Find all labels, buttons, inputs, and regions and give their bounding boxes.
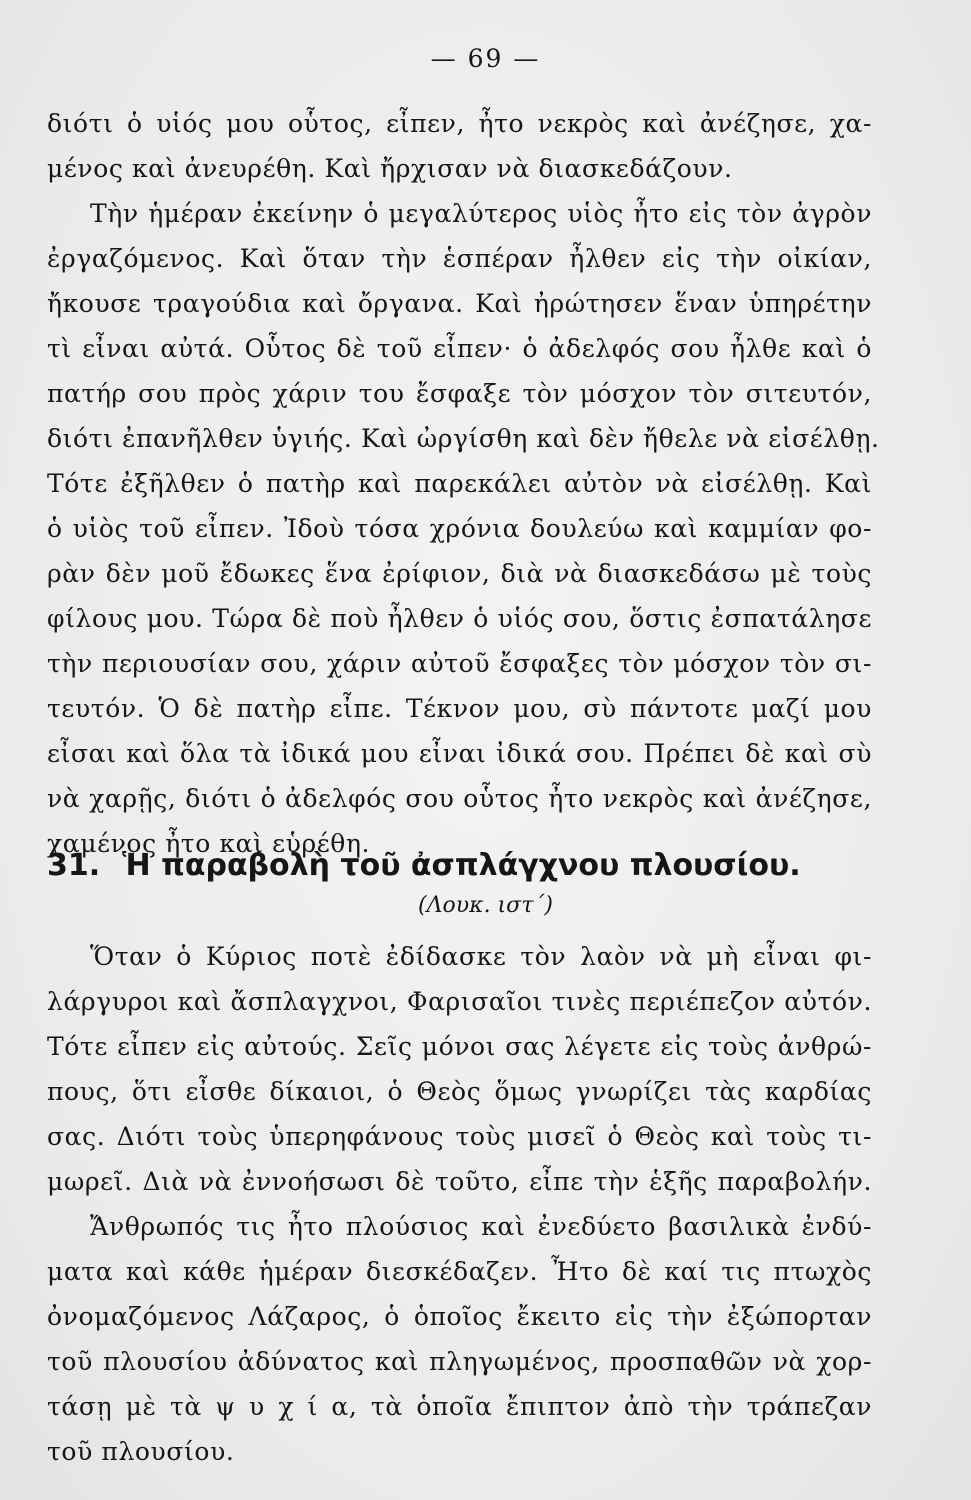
- text-line: τὴν περιουσίαν σου, χάριν αὐτοῦ ἔσφαξες τὸν μόσχον τὸν σι-: [47, 649, 872, 678]
- text-line: εἶσαι καὶ ὅλα τὰ ἰδικά μου εἶναι ἰδικά σου. Πρέπει δὲ καὶ σὺ: [47, 739, 872, 768]
- text-line: ἐργαζόμενος. Καὶ ὅταν τὴν ἑσπέραν ἦλθεν εἰς τὴν οἰκίαν,: [47, 244, 872, 273]
- scripture-reference: (Λουκ. ιστ΄): [418, 893, 553, 918]
- text-line: τοῦ πλουσίου.: [47, 1437, 235, 1466]
- text-line: τὶ εἶναι αὐτά. Οὗτος δὲ τοῦ εἶπεν· ὁ ἀδελφός σου ἦλθε καὶ ὁ: [47, 334, 872, 363]
- text-line: μωρεῖ. Διὰ νὰ ἐννοήσωσι δὲ τοῦτο, εἶπε τὴν ἑξῆς παραβολήν.: [47, 1167, 872, 1196]
- text-line: Ἄνθρωπός τις ἦτο πλούσιος καὶ ἐνεδύετο βασιλικὰ ἐνδύ-: [90, 1212, 872, 1241]
- section-title: Ἡ παραβολὴ τοῦ ἀσπλάγχνου πλουσίου.: [122, 848, 801, 883]
- text-line: λάργυροι καὶ ἄσπλαγχνοι, Φαρισαῖοι τινὲς περιέπεζον αὐτόν.: [47, 987, 872, 1016]
- text-line: διότι ὁ υἱός μου οὗτος, εἶπεν, ἦτο νεκρὸς καὶ ἀνέζησε, χα-: [47, 109, 872, 138]
- text-line: Τότε ἐξῆλθεν ὁ πατὴρ καὶ παρεκάλει αὐτὸν νὰ εἰσέλθῃ. Καὶ: [47, 469, 872, 498]
- text-line: σας. Διότι τοὺς ὑπερηφάνους τοὺς μισεῖ ὁ Θεὸς καὶ τοὺς τι-: [47, 1122, 872, 1151]
- text-line: μένος καὶ ἀνευρέθη. Καὶ ἤρχισαν νὰ διασκεδάζουν.: [47, 154, 733, 183]
- text-line: τευτόν. Ὁ δὲ πατὴρ εἶπε. Τέκνον μου, σὺ πάντοτε μαζί μου: [47, 694, 872, 723]
- text-line: χαμένος ἦτο καὶ εὑρέθη.: [47, 829, 371, 858]
- section-heading: [47, 838, 867, 894]
- section-number: 31.: [47, 848, 101, 883]
- text-line: Τὴν ἡμέραν ἐκείνην ὁ μεγαλύτερος υἱὸς ἦτο εἰς τὸν ἀγρὸν: [90, 199, 872, 228]
- text-line: ὀνομαζόμενος Λάζαρος, ὁ ὁποῖος ἔκειτο εἰς τὴν ἐξώπορταν: [47, 1302, 872, 1331]
- text-line: Τότε εἶπεν εἰς αὐτούς. Σεῖς μόνοι σας λέγετε εἰς τοὺς ἀνθρώ-: [47, 1032, 872, 1061]
- text-line: φίλους μου. Τώρα δὲ ποὺ ἦλθεν ὁ υἱός σου, ὅστις ἐσπατάλησε: [47, 604, 872, 633]
- text-line: τάσῃ μὲ τὰ ψ υ χ ί α, τὰ ὁποῖα ἔπιπτον ἀπὸ τὴν τράπεζαν: [47, 1392, 872, 1421]
- text-line: πατήρ σου πρὸς χάριν του ἔσφαξε τὸν μόσχον τὸν σιτευτόν,: [47, 379, 872, 408]
- text-line: πους, ὅτι εἶσθε δίκαιοι, ὁ Θεὸς ὅμως γνωρίζει τὰς καρδίας: [47, 1077, 872, 1106]
- text-line: Ὅταν ὁ Κύριος ποτὲ ἐδίδασκε τὸν λαὸν νὰ μὴ εἶναι φι-: [90, 942, 872, 971]
- parable-continuation-text: [47, 101, 880, 866]
- text-line: ἤκουσε τραγούδια καὶ ὄργανα. Καὶ ἠρώτησεν ἕναν ὑπηρέτην: [47, 289, 872, 318]
- page-number: — 69 —: [430, 44, 541, 73]
- text-line: τοῦ πλουσίου ἀδύνατος καὶ πληγωμένος, προσπαθῶν νὰ χορ-: [47, 1347, 872, 1376]
- parable-text: [47, 934, 872, 1474]
- text-line: νὰ χαρῇς, διότι ὁ ἀδελφός σου οὗτος ἦτο νεκρὸς καὶ ἀνέζησε,: [47, 784, 872, 813]
- text-line: ματα καὶ κάθε ἡμέραν διεσκέδαζεν. Ἦτο δὲ καί τις πτωχὸς: [47, 1257, 872, 1286]
- text-line: διότι ἐπανῆλθεν ὑγιής. Καὶ ὠργίσθη καὶ δὲν ἤθελε νὰ εἰσέλθῃ.: [47, 424, 880, 453]
- text-line: ὁ υἱὸς τοῦ εἶπεν. Ἰδοὺ τόσα χρόνια δουλεύω καὶ καμμίαν φο-: [47, 514, 872, 543]
- text-line: ρὰν δὲν μοῦ ἔδωκες ἕνα ἐρίφιον, διὰ νὰ διασκεδάσω μὲ τοὺς: [47, 559, 872, 588]
